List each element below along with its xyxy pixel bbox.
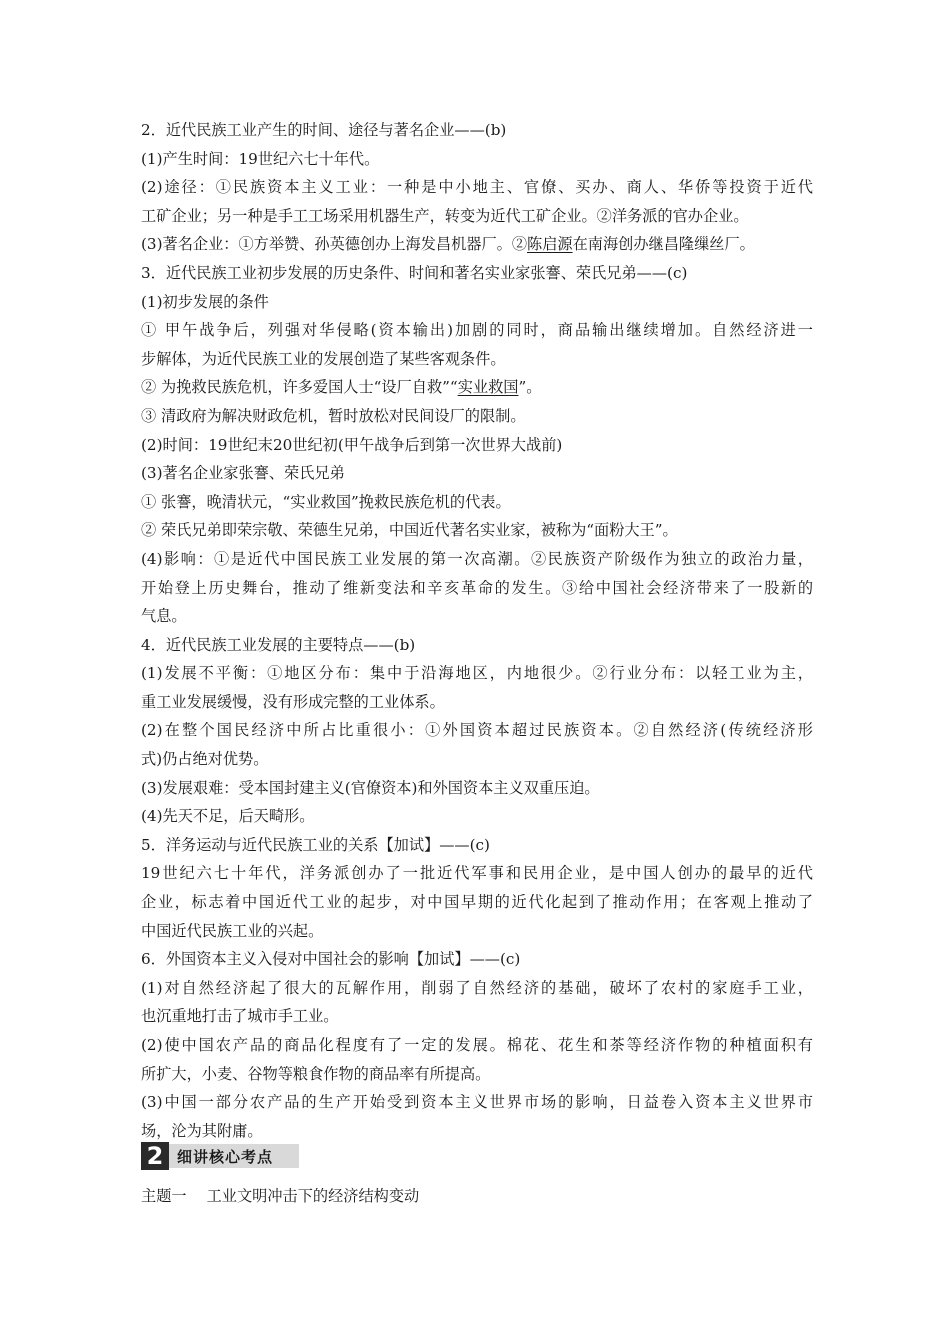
text-line: 气息。 <box>141 607 187 626</box>
section-title: 细讲核心考点 <box>177 1147 274 1166</box>
text-line: 19世纪六七十年代，洋务派创办了一批近代军事和民用企业，是中国人创办的最早的近代 <box>141 864 813 883</box>
text-line: 重工业发展缓慢，没有形成完整的工业体系。 <box>141 692 445 711</box>
text-line: (4)先天不足，后天畸形。 <box>141 807 315 826</box>
text-line: 中国近代民族工业的兴起。 <box>141 921 324 940</box>
topic-title: 工业文明冲击下的经济结构变动 <box>206 1187 420 1205</box>
topic-label: 主题一 <box>141 1187 187 1205</box>
text-segment: ② 为挽救民族危机，许多爱国人士“设厂自救”“ <box>141 378 458 397</box>
text-line: (1)发展不平衡：①地区分布：集中于沿海地区，内地很少。②行业分布：以轻工业为主， <box>141 664 813 683</box>
text-line: 6．外国资本主义入侵对中国社会的影响【加试】——(c) <box>141 950 521 969</box>
text-line: (2)在整个国民经济中所占比重很小：①外国资本超过民族资本。②自然经济(传统经济形 <box>141 721 813 740</box>
text-line: 3．近代民族工业初步发展的历史条件、时间和著名实业家张謇、荣氏兄弟——(c) <box>141 263 688 282</box>
text-line: 企业，标志着中国近代工业的起步，对中国早期的近代化起到了推动作用；在客观上推动了 <box>141 893 813 912</box>
text-line: (3)中国一部分农产品的生产开始受到资本主义世界市场的影响，日益卷入资本主义世界市 <box>141 1093 813 1112</box>
text-line: ② 荣氏兄弟即荣宗敬、荣德生兄弟，中国近代著名实业家，被称为“面粉大王”。 <box>141 521 678 540</box>
text-line: 4．近代民族工业发展的主要特点——(b) <box>141 635 416 654</box>
topic-heading <box>141 1182 419 1210</box>
text-line: 式)仍占绝对优势。 <box>141 750 269 769</box>
text-line: 场，沦为其附庸。 <box>141 1121 263 1140</box>
text-line: ① 甲午战争后，列强对华侵略(资本输出)加剧的同时，商品输出继续增加。自然经济进一 <box>141 321 813 340</box>
text-line: (3)发展艰难：受本国封建主义(官僚资本)和外国资本主义双重压迫。 <box>141 778 600 797</box>
text-line: (2)时间：19世纪末20世纪初(甲午战争后到第一次世界大战前) <box>141 435 563 454</box>
text-line: 也沉重地打击了城市手工业。 <box>141 1007 339 1026</box>
text-line: (1)初步发展的条件 <box>141 292 269 311</box>
text-line: ③ 清政府为解决财政危机，暂时放松对民间设厂的限制。 <box>141 406 526 425</box>
text-line: 开始登上历史舞台，推动了维新变法和辛亥革命的发生。③给中国社会经济带来了一股新的 <box>141 578 813 597</box>
section-title-bar <box>169 1144 299 1168</box>
text-line: 步解体，为近代民族工业的发展创造了某些客观条件。 <box>141 349 506 368</box>
text-segment: (3)著名企业：①方举赞、孙英德创办上海发昌机器厂。② <box>141 235 528 254</box>
text-line: (4)影响：①是近代中国民族工业发展的第一次高潮。②民族资产阶级作为独立的政治力量， <box>141 549 813 568</box>
text-line: 所扩大，小麦、谷物等粮食作物的商品率有所提高。 <box>141 1064 491 1083</box>
section-number-badge: 2 <box>141 1142 169 1170</box>
text-line: 5．洋务运动与近代民族工业的关系【加试】——(c) <box>141 835 490 854</box>
text-line <box>141 230 813 259</box>
text-line: ① 张謇，晚清状元，“实业救国”挽救民族危机的代表。 <box>141 492 511 511</box>
text-line: 2．近代民族工业产生的时间、途径与著名企业——(b) <box>141 121 507 139</box>
text-line <box>141 373 813 402</box>
text-line: (1)对自然经济起了很大的瓦解作用，削弱了自然经济的基础，破坏了农村的家庭手工业， <box>141 978 813 997</box>
section-header <box>141 1142 299 1170</box>
underlined-term: 陈启源 <box>527 235 573 254</box>
text-line: (1)产生时间：19世纪六七十年代。 <box>141 149 380 168</box>
text-line: (2)途径：①民族资本主义工业：一种是中小地主、官僚、买办、商人、华侨等投资于近代 <box>141 178 813 197</box>
text-segment: 在南海创办继昌隆缫丝厂。 <box>572 235 755 254</box>
text-line: (2)使中国农产品的商品化程度有了一定的发展。棉花、花生和茶等经济作物的种植面积有 <box>141 1036 813 1054</box>
text-line: (3)著名企业家张謇、荣氏兄弟 <box>141 464 345 483</box>
underlined-term: 实业救国 <box>457 378 519 397</box>
text-line: 工矿企业；另一种是手工工场采用机器生产，转变为近代工矿企业。②洋务派的官办企业。 <box>141 206 749 225</box>
text-segment: ”。 <box>518 378 542 397</box>
document-body <box>141 116 813 1145</box>
